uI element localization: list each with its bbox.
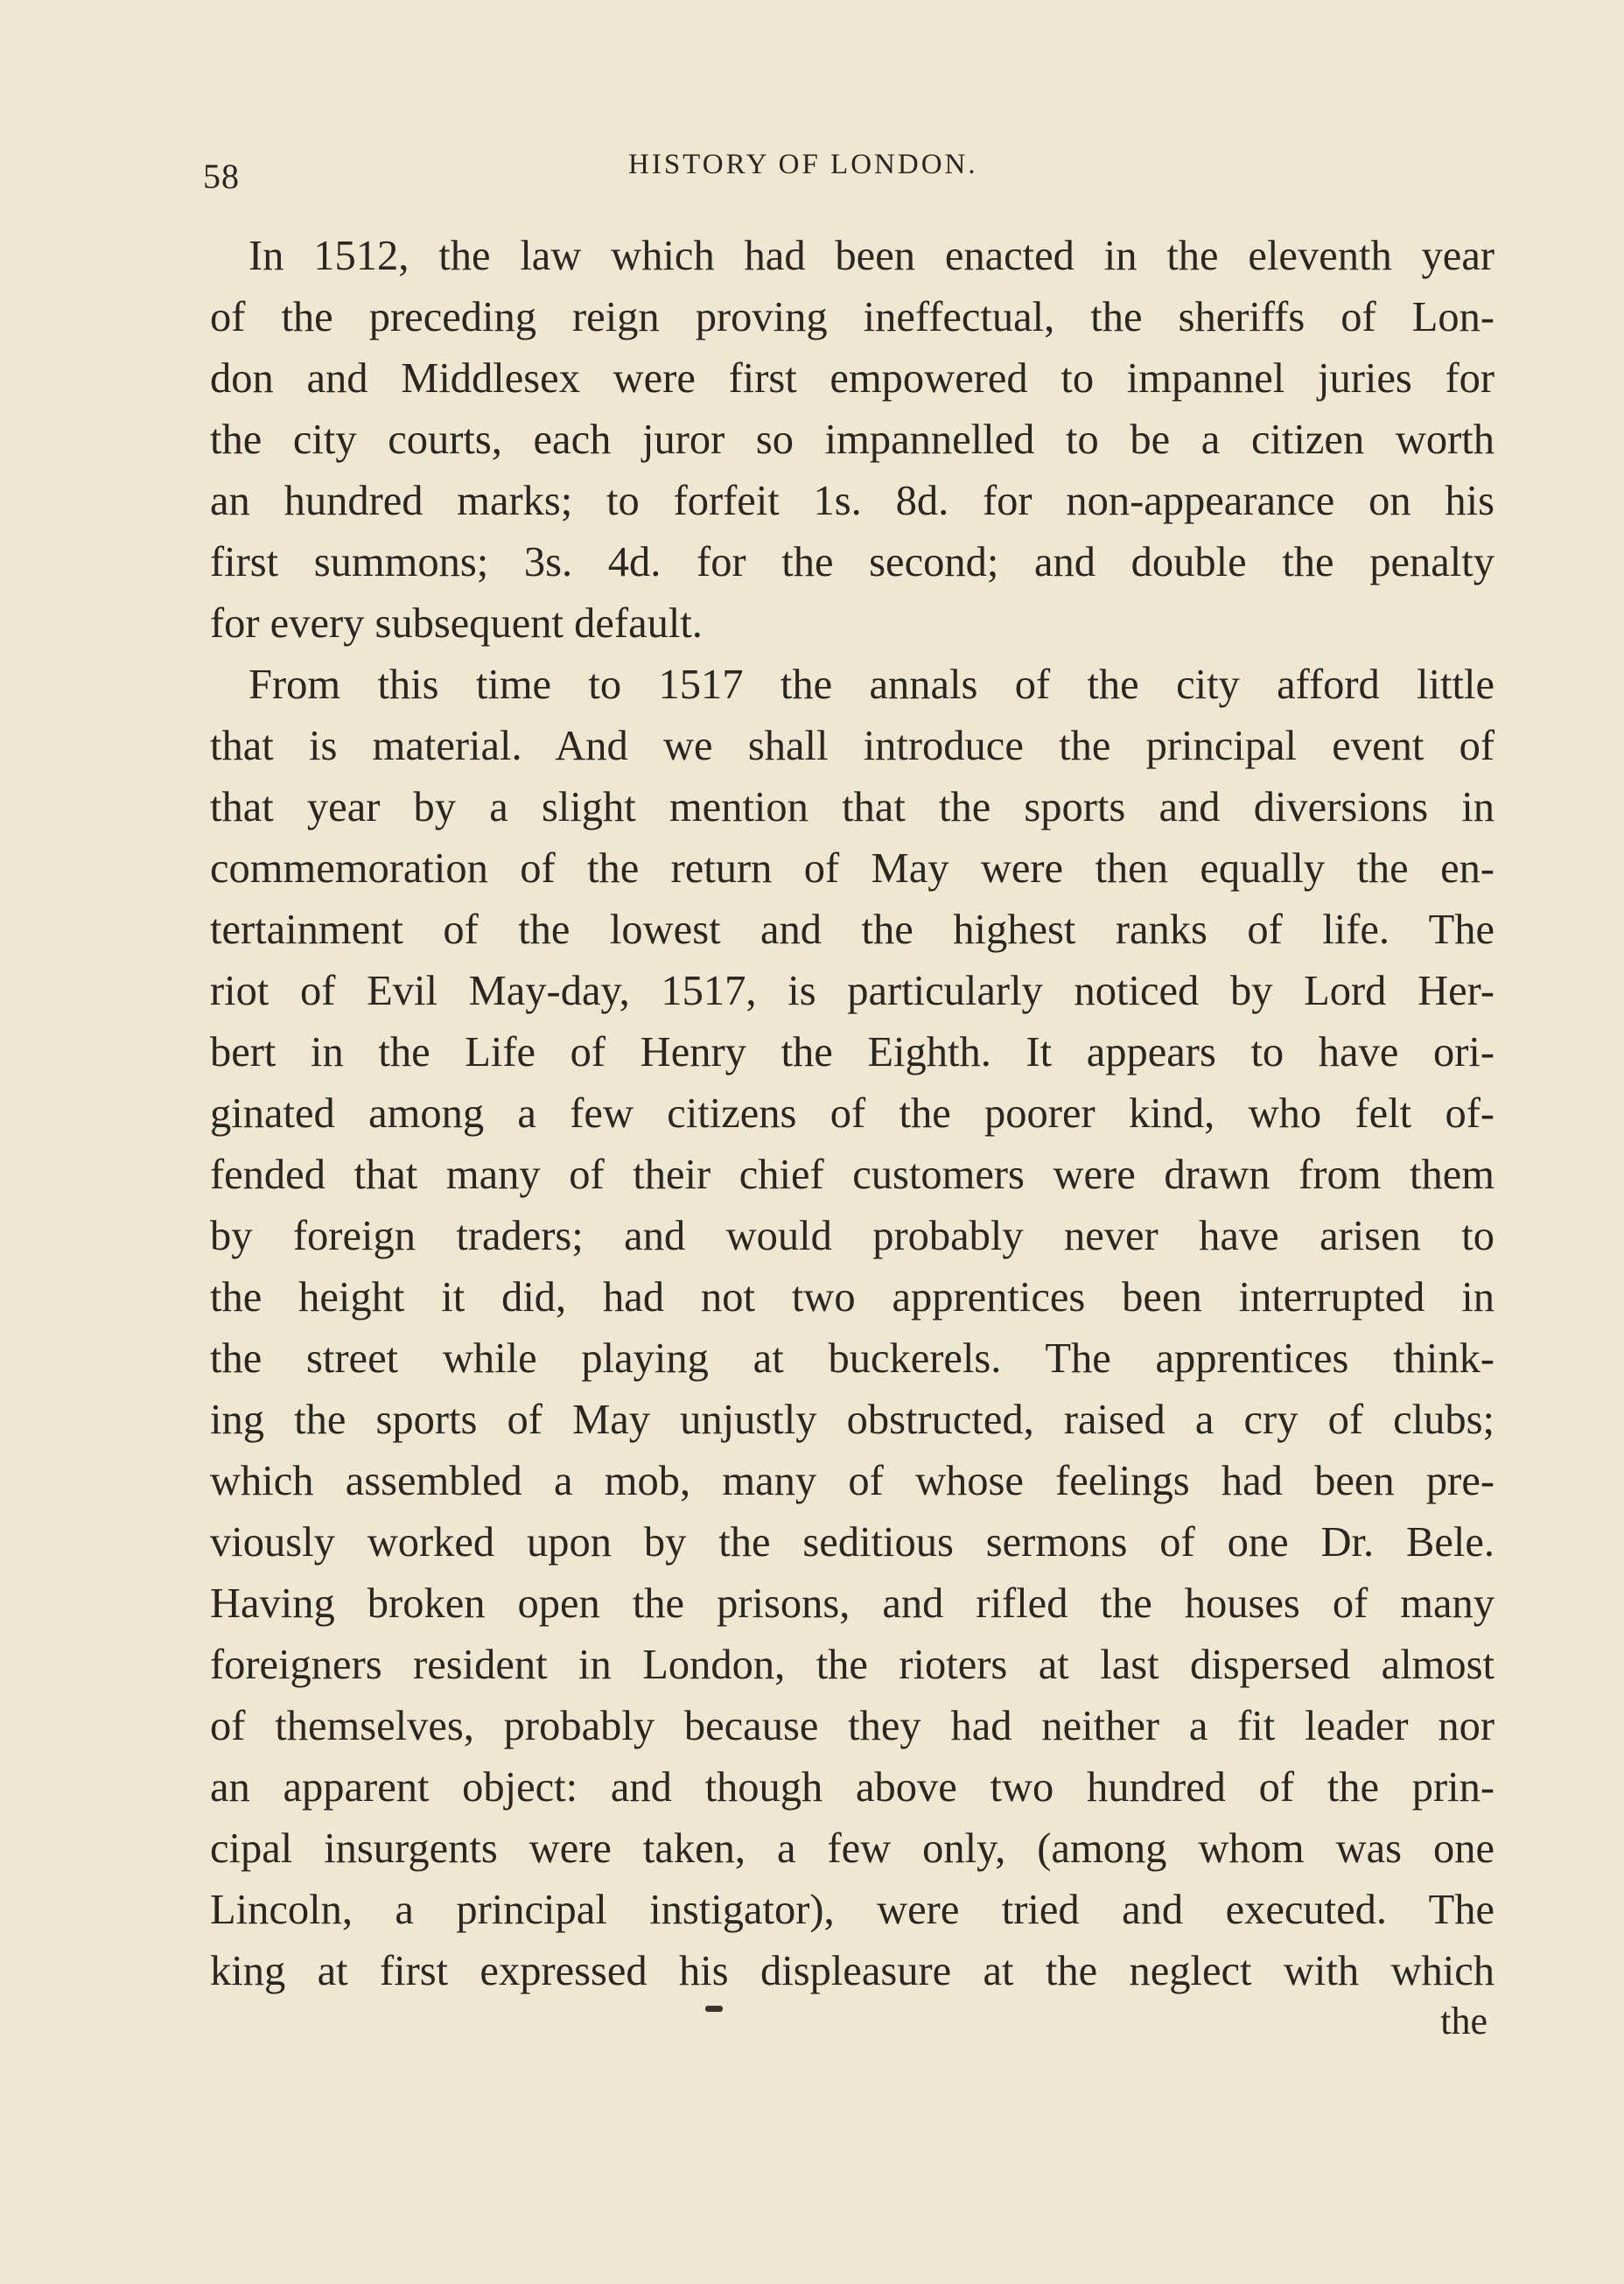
running-title: HISTORY OF LONDON.: [628, 149, 978, 180]
ink-mark: [705, 2006, 723, 2012]
text-line: the street while playing at buckerels. The apprentices think-: [210, 1335, 1494, 1382]
text-line: the height it did, had not two apprentices been interrupted in: [210, 1274, 1494, 1321]
text-line: cipal insurgents were taken, a few only, (among whom was one: [210, 1825, 1494, 1872]
text-line: ginated among a few citizens of the poorer kind, who felt of-: [210, 1090, 1494, 1137]
text-line: that year by a slight mention that the sports and diversions in: [210, 784, 1494, 830]
text-line: the city courts, each juror so impannelled to be a citizen worth: [210, 417, 1494, 463]
catchword: the: [1440, 2000, 1488, 2042]
text-line: Having broken open the prisons, and rifled the houses of many: [210, 1580, 1494, 1627]
text-line: for every subsequent default.: [210, 600, 703, 647]
text-line: foreigners resident in London, the rioters at last dispersed almost: [210, 1642, 1494, 1688]
text-line: first summons; 3s. 4d. for the second; and double the penalty: [210, 539, 1494, 585]
text-line: don and Middlesex were first empowered to impannel juries for: [210, 355, 1494, 402]
text-line: of the preceding reign proving ineffectual, the sheriffs of Lon-: [210, 294, 1494, 340]
text-line: ing the sports of May unjustly obstructed, raised a cry of clubs;: [210, 1397, 1494, 1443]
text-line: an hundred marks; to forfeit 1s. 8d. for non-appearance on his: [210, 478, 1494, 524]
text-line: that is material. And we shall introduce the principal event of: [210, 723, 1494, 769]
text-line: From this time to 1517 the annals of the city afford little: [248, 662, 1494, 708]
text-line: Lincoln, a principal instigator), were tried and executed. The: [210, 1887, 1494, 1933]
text-line: which assembled a mob, many of whose feelings had been pre-: [210, 1458, 1494, 1504]
text-line: fended that many of their chief customers were drawn from them: [210, 1152, 1494, 1198]
text-line: bert in the Life of Henry the Eighth. It appears to have ori-: [210, 1029, 1494, 1075]
text-line: In 1512, the law which had been enacted in the eleventh year: [248, 233, 1494, 279]
body-text: [210, 226, 1494, 2002]
page-number: 58: [203, 157, 240, 196]
text-line: viously worked upon by the seditious sermons of one Dr. Bele.: [210, 1519, 1494, 1566]
text-line: by foreign traders; and would probably never have arisen to: [210, 1213, 1494, 1259]
text-line: tertainment of the lowest and the highest ranks of life. The: [210, 907, 1494, 953]
text-line: king at first expressed his displeasure at the neglect with which: [210, 1948, 1494, 1994]
text-line: an apparent object: and though above two hundred of the prin-: [210, 1764, 1494, 1811]
text-line: riot of Evil May-day, 1517, is particularly noticed by Lord Her-: [210, 968, 1494, 1014]
text-line: of themselves, probably because they had neither a fit leader nor: [210, 1703, 1494, 1749]
text-line: commemoration of the return of May were then equally the en-: [210, 845, 1494, 892]
